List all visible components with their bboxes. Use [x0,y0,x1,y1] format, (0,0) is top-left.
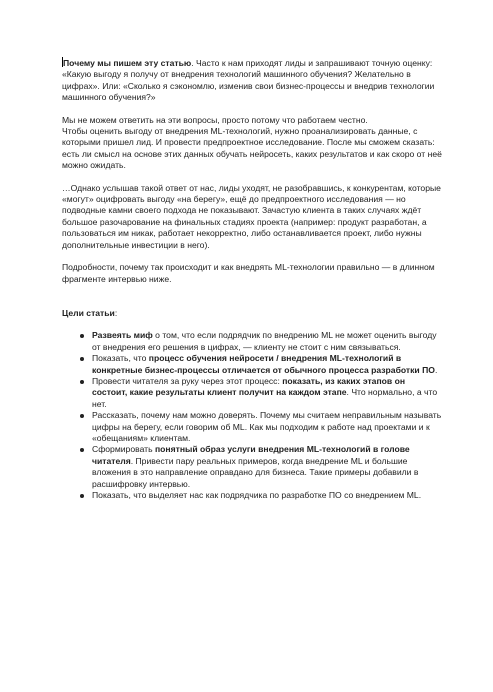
goals-heading [62,308,442,319]
goal-bold: понятный образ услуги внедрения ML-технологий в голове читателя [92,444,410,466]
honesty-line-2: Чтобы оценить выгоду от внедрения ML-технологий, нужно проанализировать данные, с которыми пришел лид. И провести предпроектное исследование. После мы сможем сказать: есть ли смысл на основе этих данных обучать нейросеть, каких результатов и как скоро от неё можно ожидать. [62,126,442,171]
goals-heading-label: Цели статьи [62,307,115,318]
goal-text: Сформировать [92,444,155,455]
intro-bold-lead: Почему мы пишем эту статью [63,58,192,68]
honesty-line-1: Мы не можем ответить на эти вопросы, просто потому что работаем честно. [62,114,368,125]
document-page [62,57,442,501]
goal-bold: Развеять миф [92,330,153,341]
goal-text: . Привести пару реальных примеров, когда внедрение ML и большие вложения в это направление оправдано для бизнеса. Такие примеры добавили в расшифровку интервью. [92,455,419,489]
goal-text: . [434,364,438,375]
goals-heading-colon: : [114,307,118,318]
intro-text: . Часто к нам приходят лиды и запрашивают точную оценку: «Какую выгоду я получу от внедрения технологий машинного обучения? Желательно в цифрах». Или: «Сколько я сэкономлю, изменив свои бизнес-процессы и внедрив технологии машинного обучения?» [62,58,435,103]
goal-bold: показать, из каких этапов он состоит, какие результаты клиент получит на каждом этапе [92,375,406,398]
goal-text: Провести читателя за руку через этот процесс: [92,375,283,386]
goal-item-differentiation [92,490,442,501]
goal-item-service-image [92,444,442,490]
goal-bold: процесс обучения нейросети / внедрения ML-технологий в конкретные бизнес-процессы отличается от обычного процесса разработки ПО [92,353,435,375]
details-paragraph: Подробности, почему так происходит и как внедрять ML-технологии правильно — в длинном фрагменте интервью ниже. [62,262,435,284]
goal-text: . Что нормально, а что нет. [92,387,438,409]
intro-paragraph [62,57,442,104]
goal-item-show-process [92,353,442,376]
goal-text: Показать, что выделяет нас как подрядчика по разработке ПО со внедрением ML. [92,490,422,500]
competitors-paragraph: …Однако услышав такой ответ от нас, лиды уходят, не разобравшись, к конкурентам, которые «могут» оцифровать выгоду «на берегу», ещё до предпроектного исследования — но подводные камни своего подхода не показывают. Зачастую клиента в таких случаях ждёт большое разочарование на финальных стадиях проекта (например: продукт разработан, а пользоваться им никак, работает некорректно, либо останавливается проект, либо нужны дополнительные инвестиции в него). [62,182,441,250]
goal-item-guide-reader [92,376,442,410]
goal-text: Показать, что [92,353,149,364]
goals-list [62,330,442,501]
goal-item-trust [92,410,442,444]
honesty-paragraph [62,115,442,172]
goal-item-debunk-myth [92,330,442,353]
goal-text: о том, что если подрядчик по внедрению ML не может оценить выгоду от внедрения его решения в цифрах, — клиенту не стоит с ним связываться. [92,330,437,352]
goal-text: Рассказать, почему нам можно доверять. Почему мы считаем неправильным называть цифры на берегу, если говорим об ML. Как мы подходим к работе над проектами и к «обещаниям» клиентам. [92,410,442,443]
